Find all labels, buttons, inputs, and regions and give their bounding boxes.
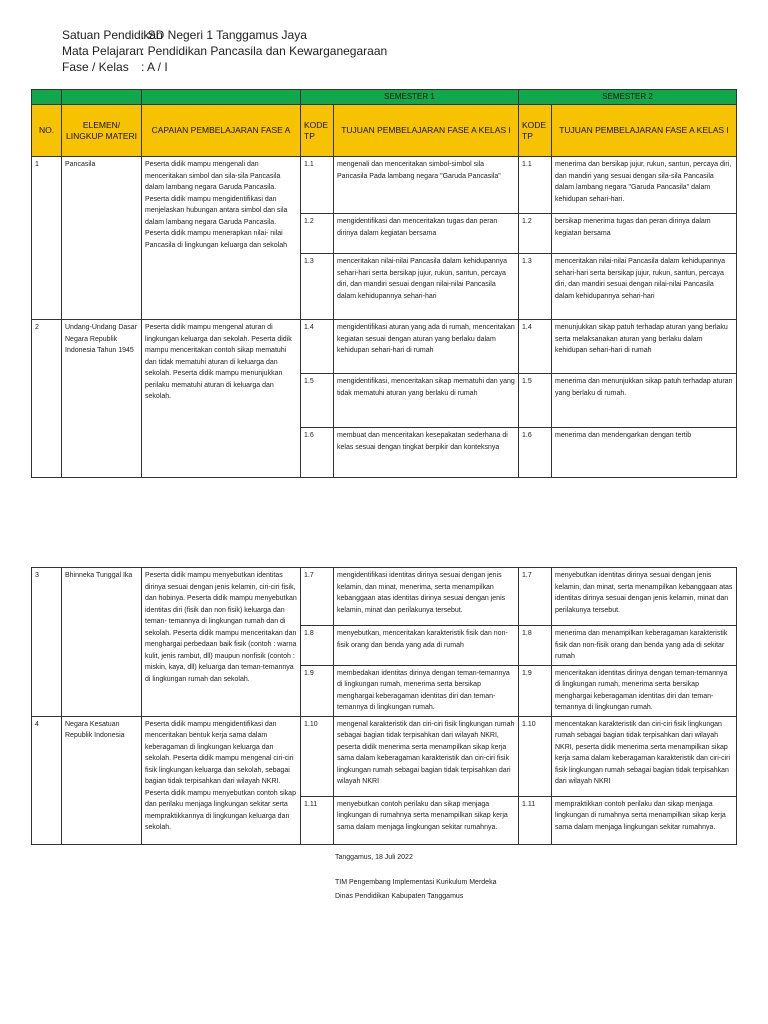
header-satuan [62,28,307,42]
semester-2-header: SEMESTER 2 [519,90,737,105]
kode-s1: 1.8 [301,626,334,666]
kode-s1: 1.11 [301,796,334,844]
header-mapel [62,44,387,58]
tujuan-s1: menyebutkan, menceritakan karakteristik fisik dan non-fisik orang dan benda yang ada di rumah [334,626,519,666]
tujuan-s2: mempraktikkan contoh perilaku dan sikap menjaga lingkungan di rumahnya serta menampilkan sikap kerja sama dalam menjaga lingkungan sekitar rumahnya. [552,796,737,844]
header-fase [62,60,168,74]
tujuan-s1: mengidentifikasi, menceritakan sikap mematuhi dan yang tidak mematuhi aturan yang berlaku di rumah [334,374,519,428]
kode-s1: 1.9 [301,665,334,716]
kode-s1: 1.7 [301,568,334,626]
mapel-value: : Pendidikan Pancasila dan Kewarganegaraan [141,44,388,58]
kode-s2: 1.7 [519,568,552,626]
table-row [32,320,737,374]
kode-s2: 1.8 [519,626,552,666]
tujuan-s1: mengidentifikasi identitas dirinya sesuai dengan jenis kelamin, dan minat, menerima, serta menampilkan kebanggaan atas identitas dirinya sesuai dengan jenis kelamin, minat dan perilakunya tersebut. [334,568,519,626]
tujuan-s2: mencentakan karakteristik dan ciri-ciri fisik lingkungan rumah sebagai bagian tidak terpisahkan dari wilayah NKRI, peserta didik menerima serta menampilkan sikap kerja sama dalam keberagaman karakteristik dan ciri-ciri fisik lingkungan rumah sebagai bagian tidak terpisahkan dari wilayah NKRI [552,716,737,796]
kode-s1: 1.10 [301,716,334,796]
col-capaian-header: CAPAIAN PEMBELAJARAN FASE A [142,105,301,157]
kode-s1: 1.6 [301,428,334,478]
row-no: 1 [32,157,62,320]
tujuan-s2: menunjukkan sikap patuh terhadap aturan yang berlaku serta melaksanakan aturan yang berlaku dalam kehidupan sehari-hari di rumah [552,320,737,374]
kode-s1: 1.1 [301,157,334,214]
table-row [32,716,737,796]
tujuan-s1: mengidentifikasi dan menceritakan tugas dan peran dirinya dalam kegiatan bersama [334,214,519,254]
kode-s2: 1.5 [519,374,552,428]
row-no: 4 [32,716,62,844]
row-no: 3 [32,568,62,717]
tujuan-s2: menerima dan menunjukkan sikap patuh terhadap aturan yang berlaku di rumah. [552,374,737,428]
tujuan-s2: menerima dan menampilkan keberagaman karakteristik fisik dan non-fisik orang dan benda yang ada di sekitar rumah [552,626,737,666]
tujuan-s2: menyebutkan identitas dirinya sesuai dengan jenis kelamin, dan minat, serta menampilkan kebanggaan atas identitas dirinya sesuai dengan jenis kelamin, minat dan perilakunya tersebut. [552,568,737,626]
col-tujuan-header-s1: TUJUAN PEMBELAJARAN FASE A KELAS I [334,105,519,157]
kode-s1: 1.3 [301,254,334,320]
table-row [32,568,737,626]
tujuan-s2: bersikap menerima tugas dan peran dirinya dalam kegiatan bersama [552,214,737,254]
tujuan-s1: menceritakan nilai-nilai Pancasila dalam kehidupannya sehari-hari serta bersikap jujur, rukun, santun, percaya diri, dan mandiri sesuai dengan nilai-nilai Pancasila dalam kehidupannya sehari-hari [334,254,519,320]
table-row [32,157,737,214]
tp-table-part-2 [31,567,737,845]
tp-table-part-1 [31,89,737,478]
tujuan-s1: mengenali dan menceritakan simbol-simbol sila Pancasila Pada lambang negara "Garuda Pancasila" [334,157,519,214]
tujuan-s1: mengidentifikasi aturan yang ada di rumah, menceritakan kegiatan sesuai dengan aturan yang berlaku dalam kehidupan sehari-hari di rumah [334,320,519,374]
footer-team: TIM Pengembang Implementasi Kurikulum Merdeka [335,879,497,886]
satuan-value: : SD Negeri 1 Tanggamus Jaya [141,28,307,42]
col-kode-header-s1: KODE TP [301,105,334,157]
semester-header-row [32,90,737,105]
kode-s2: 1.4 [519,320,552,374]
kode-s1: 1.4 [301,320,334,374]
tujuan-s2: menceritakan nilai-nilai Pancasila dalam kehidupannya sehari-hari serta bersikap jujur, rukun, santun, percaya diri, dan mandiri sesuai dengan nilai-nilai Pancasila dalam kehidupannya sehari-hari [552,254,737,320]
kode-s2: 1.9 [519,665,552,716]
row-capaian: Peserta didik mampu mengidentifikasi dan menceritakan bentuk kerja sama dalam keberagaman di lingkungan keluarga dan sekolah. Peserta didik mampu mengenal ciri-ciri fisik lingkungan keluarga dan sekolah, sebagai bagian tidak terpisahkan dari wilayah NKRI. Peserta didik mampu menyebutkan contoh sikap dan perilaku menjaga lingkungan sekitar serta mempraktikkannya di lingkungan keluarga dan sekolah. [142,716,301,844]
row-elemen: Negara Kesatuan Republik Indonesia [62,716,142,844]
kode-s2: 1.3 [519,254,552,320]
row-elemen: Undang-Undang Dasar Negara Republik Indonesia Tahun 1945 [62,320,142,478]
footer-office: Dinas Pendidikan Kabupaten Tanggamus [335,893,464,900]
tujuan-s2: menerima dan bersikap jujur, rukun, santun, percaya diri, dan mandiri yang sesuai dengan sila-sila Pancasila dalam lambang negara "Garuda Pancasila" dalam kehidupan sehari-hari. [552,157,737,214]
col-elemen-header: ELEMEN/ LINGKUP MATERI [62,105,142,157]
row-elemen: Pancasila [62,157,142,320]
tujuan-s2: menceritakan identitas dirinya dengan teman-temannya di lingkungan rumah, menerima serta bersikap menghargai keberagaman identitas diri dan teman-temannya di lingkungan rumah. [552,665,737,716]
row-no: 2 [32,320,62,478]
row-capaian: Peserta didik mampu menyebutkan identitas dirinya sesuai dengan jenis kelamin, ciri-ciri fisik, dan hobinya. Peserta didik mampu menyebutkan identitas diri (fisik dan non fisik) keluarga dan teman- temannya di lingkungan rumah dan di sekolah. Peserta didik mampu menceritakan dan menghargai perbedaan baik fisik (contoh : warna kulit, jenis rambut, dll) maupun nonfisik (contoh : miskin, kaya, dll) keluarga dan teman-temannya di lingkungan rumah dan sekolah. [142,568,301,717]
tujuan-s2: menerima dan mendengarkan dengan tertib [552,428,737,478]
kode-s1: 1.2 [301,214,334,254]
fase-value: : A / I [141,60,168,74]
column-header-row [32,105,737,157]
kode-s2: 1.10 [519,716,552,796]
kode-s2: 1.11 [519,796,552,844]
mapel-label: Mata Pelajaran [62,44,143,58]
tujuan-s1: membedakan identitas dirinya dengan teman-temannya di lingkungan rumah, menerima serta bersikap menghargai keberagaman identitas diri dan teman-temannya di lingkungan rumah. [334,665,519,716]
kode-s2: 1.6 [519,428,552,478]
semester-1-header: SEMESTER 1 [301,90,519,105]
tujuan-s1: menyebutkan contoh perilaku dan sikap menjaga lingkungan di rumahnya serta menampilkan sikap kerja sama dalam menjaga lingkungan sekitar rumahnya. [334,796,519,844]
col-no-header: NO. [32,105,62,157]
row-capaian: Peserta didik mampu mengenali dan menceritakan simbol dan sila-sila Pancasila dalam lambang negara Garuda Pancasila. Peserta didik mampu mengidentifikasi dan menjelaskan hubungan antara simbol dan sila dalam lambang negara Garuda Pancasila. Peserta didik mampu menerapkan nilai- nilai Pancasila di lingkungan keluarga dan sekolah [142,157,301,320]
kode-s2: 1.2 [519,214,552,254]
row-elemen: Bhinneka Tunggal Ika [62,568,142,717]
tujuan-s1: membuat dan menceritakan kesepakatan sederhana di kelas sesuai dengan tingkat berpikir dan konteksnya [334,428,519,478]
kode-s2: 1.1 [519,157,552,214]
col-tujuan-header-s2: TUJUAN PEMBELAJARAN FASE A KELAS I [552,105,737,157]
row-capaian: Peserta didik mampu mengenal aturan di lingkungan keluarga dan sekolah. Peserta didik mampu menceritakan contoh sikap mematuhi dan tidak mematuhi aturan di keluarga dan sekolah. Peserta didik mampu menunjukkan perilaku mematuhi aturan di keluarga dan sekolah. [142,320,301,478]
satuan-label: Satuan Pendidikan [62,28,163,42]
col-kode-header-s2: KODE TP [519,105,552,157]
tujuan-s1: mengenal karakteristik dan ciri-ciri fisik lingkungan rumah sebagai bagian tidak terpisahkan dari wilayah NKRI, peserta didik menerima serta menampilkan sikap kerja sama dalam keberagaman karakteristik dan ciri-ciri fisik lingkungan rumah sebagai bagian tidak terpisahkan dari wilayah NKRI [334,716,519,796]
fase-label: Fase / Kelas [62,60,129,74]
kode-s1: 1.5 [301,374,334,428]
footer-place-date: Tanggamus, 18 Juli 2022 [335,854,413,861]
